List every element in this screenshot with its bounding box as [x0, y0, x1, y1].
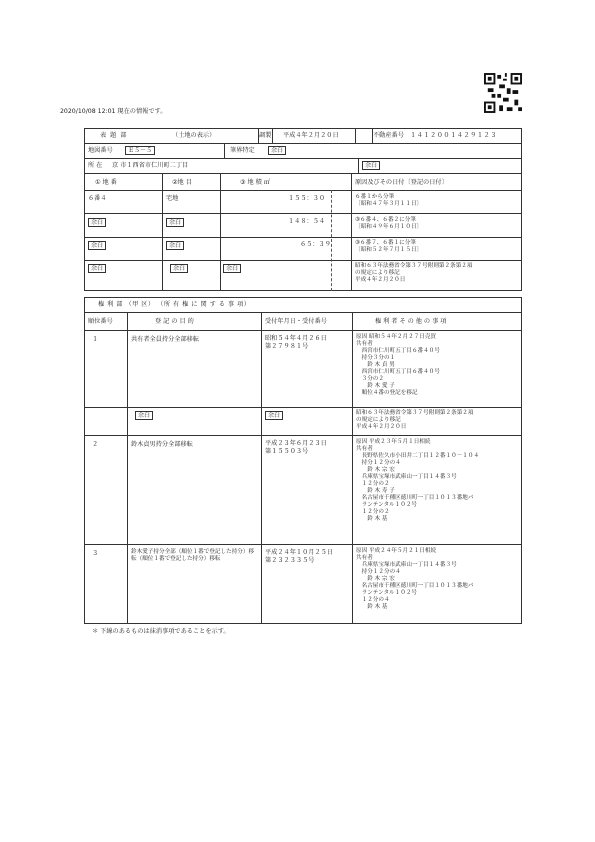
entry-uketsuke-number: 第２７９８１号: [265, 343, 309, 350]
col-junban: 順位番号: [88, 318, 113, 325]
detail-line: １２分の２: [356, 481, 390, 487]
detail-line: 持分１２分の４: [356, 569, 401, 575]
row-chimoku: 余白: [170, 264, 188, 273]
col-uketsuke: 受付年月日・受付番号: [265, 318, 327, 325]
detail-line: 名古屋市千種区徳川町一丁目１０１３番地パ: [356, 495, 474, 501]
chosei-value: 平成４年２月２０日: [283, 132, 339, 139]
row-chiseki: ６５：３９: [300, 241, 331, 248]
row-chiseki: 余白: [223, 264, 241, 273]
detail-line: 原因 平成２４年５月２１日相続: [356, 548, 437, 554]
detail-line: 西宮市仁川町五丁目６番４０号: [356, 348, 440, 354]
detail-line: 原因 昭和５４年２月２７日売買: [356, 334, 437, 340]
row-genin: ６番１から分筆: [355, 194, 395, 200]
detail-line: 名古屋市千種区徳川町一丁目１０１３番地パ: [356, 583, 474, 589]
row-genin: 昭和６３年法務省令第３７号附則第２条第２項: [355, 263, 473, 269]
hyodai-subtitle: （土地の表示）: [172, 132, 216, 139]
shozai-label: 所 在: [88, 162, 103, 169]
footer-note: ＊ 下線のあるものは抹消事項であることを示す。: [92, 628, 230, 635]
entry-mokuteki: 鈴木愛子持分全部（順位１番で登記した持分）移転（順位１番で登記した持分）移転: [131, 549, 255, 562]
chizu-label: 地図番号: [88, 147, 113, 154]
row-chiseki: １４８：５４: [288, 218, 326, 225]
row-chiseki: １５５：３０: [288, 195, 326, 202]
detail-line: ３分の２: [356, 376, 384, 382]
row-chiban: 余白: [88, 264, 106, 273]
detail-line: 鈴 木 貞 男: [356, 362, 395, 368]
row-chiban: 余白: [88, 218, 106, 227]
hikkai-label: 筆界特定: [230, 147, 255, 154]
detail-line: 鈴 木 基: [356, 516, 388, 522]
row-genin-date: 〔昭和５２年７月１５日〕: [355, 247, 423, 253]
row-genin-note: の規定により移記: [355, 270, 400, 276]
detail-line: 兵庫県宝塚市武庫山一丁目１４番３号: [356, 562, 457, 568]
entry-uketsuke-number: 第２３２３３５号: [265, 557, 315, 564]
shozai-value: 京 市１西省市仁川町二丁目: [112, 162, 189, 169]
row-chimoku: 宅地: [166, 195, 179, 202]
col-genin: 原因及びその日付〔登記の日付〕: [355, 179, 448, 186]
detail-line: 持分１２分の４: [356, 460, 401, 466]
kenri-title: 権 利 部 （甲 区） （所 有 権 に 関 す る 事 項）: [98, 301, 251, 308]
detail-line: 鈴 木 宗 宏: [356, 576, 395, 582]
chosei-label: 調製: [259, 132, 272, 139]
entry-uketsuke-number: 第１５５０３号: [265, 448, 309, 455]
detail-line: 鈴 木 基: [356, 604, 388, 610]
entry-mokuteki: 共有者全員持分全部移転: [131, 336, 200, 343]
entry-uketsuke-date: 平成２３年６月２３日: [265, 440, 327, 447]
entry-details: [356, 410, 473, 431]
detail-line: の規定により移記: [356, 417, 401, 423]
detail-line: 西宮市仁川町五丁目６番４０号: [356, 369, 440, 375]
timestamp-line: 2020/10/08 12:01 現在の情報です。: [60, 108, 167, 115]
entry-junban: １: [92, 336, 99, 343]
row-genin-date: 〔昭和４９年６月１０日〕: [355, 224, 423, 230]
detail-line: 平成４年２月２０日: [356, 424, 407, 430]
row-chimoku: 余白: [166, 241, 184, 250]
entry-mokuteki: 余白: [135, 411, 153, 420]
entry-uketsuke-date: 余白: [265, 411, 283, 420]
detail-line: ランテンタル１０２号: [356, 502, 418, 508]
detail-line: 原因 平成２３年５月１日相続: [356, 439, 431, 445]
fudosan-label: 不動産番号: [373, 132, 404, 139]
qr-code: [484, 73, 522, 113]
entry-details: [356, 334, 440, 397]
col-kenrisha: 権 利 者 そ の 他 の 事 項: [375, 318, 447, 325]
col-chimoku: ②地 目: [172, 179, 192, 186]
entry-details: [356, 548, 473, 611]
hyodai-title: 表 題 部: [100, 132, 128, 139]
detail-line: １２分の２: [356, 509, 390, 515]
entry-uketsuke-date: 平成２４年１０月２５日: [265, 549, 334, 556]
detail-line: 長野県佐久市小田井二丁目１２番１０－１０４: [356, 453, 480, 459]
entry-mokuteki: 鈴木貞男持分全部移転: [131, 441, 193, 448]
chizu-value: Ｅ５－５: [125, 146, 155, 155]
detail-line: 順位４番の登記を移記: [356, 390, 418, 396]
row-genin: ③６番７、６番１に分筆: [355, 240, 416, 246]
detail-line: 鈴 木 寿 子: [356, 488, 395, 494]
entry-junban: ３: [92, 550, 99, 557]
entry-uketsuke-date: 昭和５４年４月２６日: [265, 335, 327, 342]
detail-line: 持分３分の１: [356, 355, 396, 361]
row-genin-date: 平成４年２月２０日: [355, 277, 406, 283]
detail-line: 共有者: [356, 341, 373, 347]
detail-line: 鈴 木 宗 宏: [356, 467, 395, 473]
detail-line: 兵庫県宝塚市武庫山一丁目１４番３号: [356, 474, 457, 480]
detail-line: 鈴 木 愛 子: [356, 383, 395, 389]
col-chiban: ① 地 番: [95, 179, 117, 186]
col-mokuteki: 登 記 の 目 的: [155, 318, 194, 325]
row-genin-date: 〔昭和４７年３月１１日〕: [355, 201, 423, 207]
row-chimoku: 余白: [166, 218, 184, 227]
fudosan-number: １４１２００１４２９１２３: [410, 132, 497, 139]
detail-line: 共有者: [356, 446, 373, 452]
col-chiseki: ③ 地 積 ㎡: [240, 179, 271, 186]
row-chiban: 余白: [88, 241, 106, 250]
detail-line: ランテンタル１０２号: [356, 590, 418, 596]
shozai-stamp: 余白: [362, 161, 380, 170]
row-genin: ③６番４、６番２に分筆: [355, 217, 416, 223]
entry-details: [356, 439, 479, 523]
row-chiban: ６番４: [88, 195, 107, 202]
entry-junban: ２: [92, 441, 99, 448]
detail-line: 共有者: [356, 555, 373, 561]
detail-line: １２分の４: [356, 597, 390, 603]
hikkai-value: 余白: [268, 146, 286, 155]
detail-line: 昭和６３年法務省令第３７号附則第２条第２項: [356, 410, 474, 416]
